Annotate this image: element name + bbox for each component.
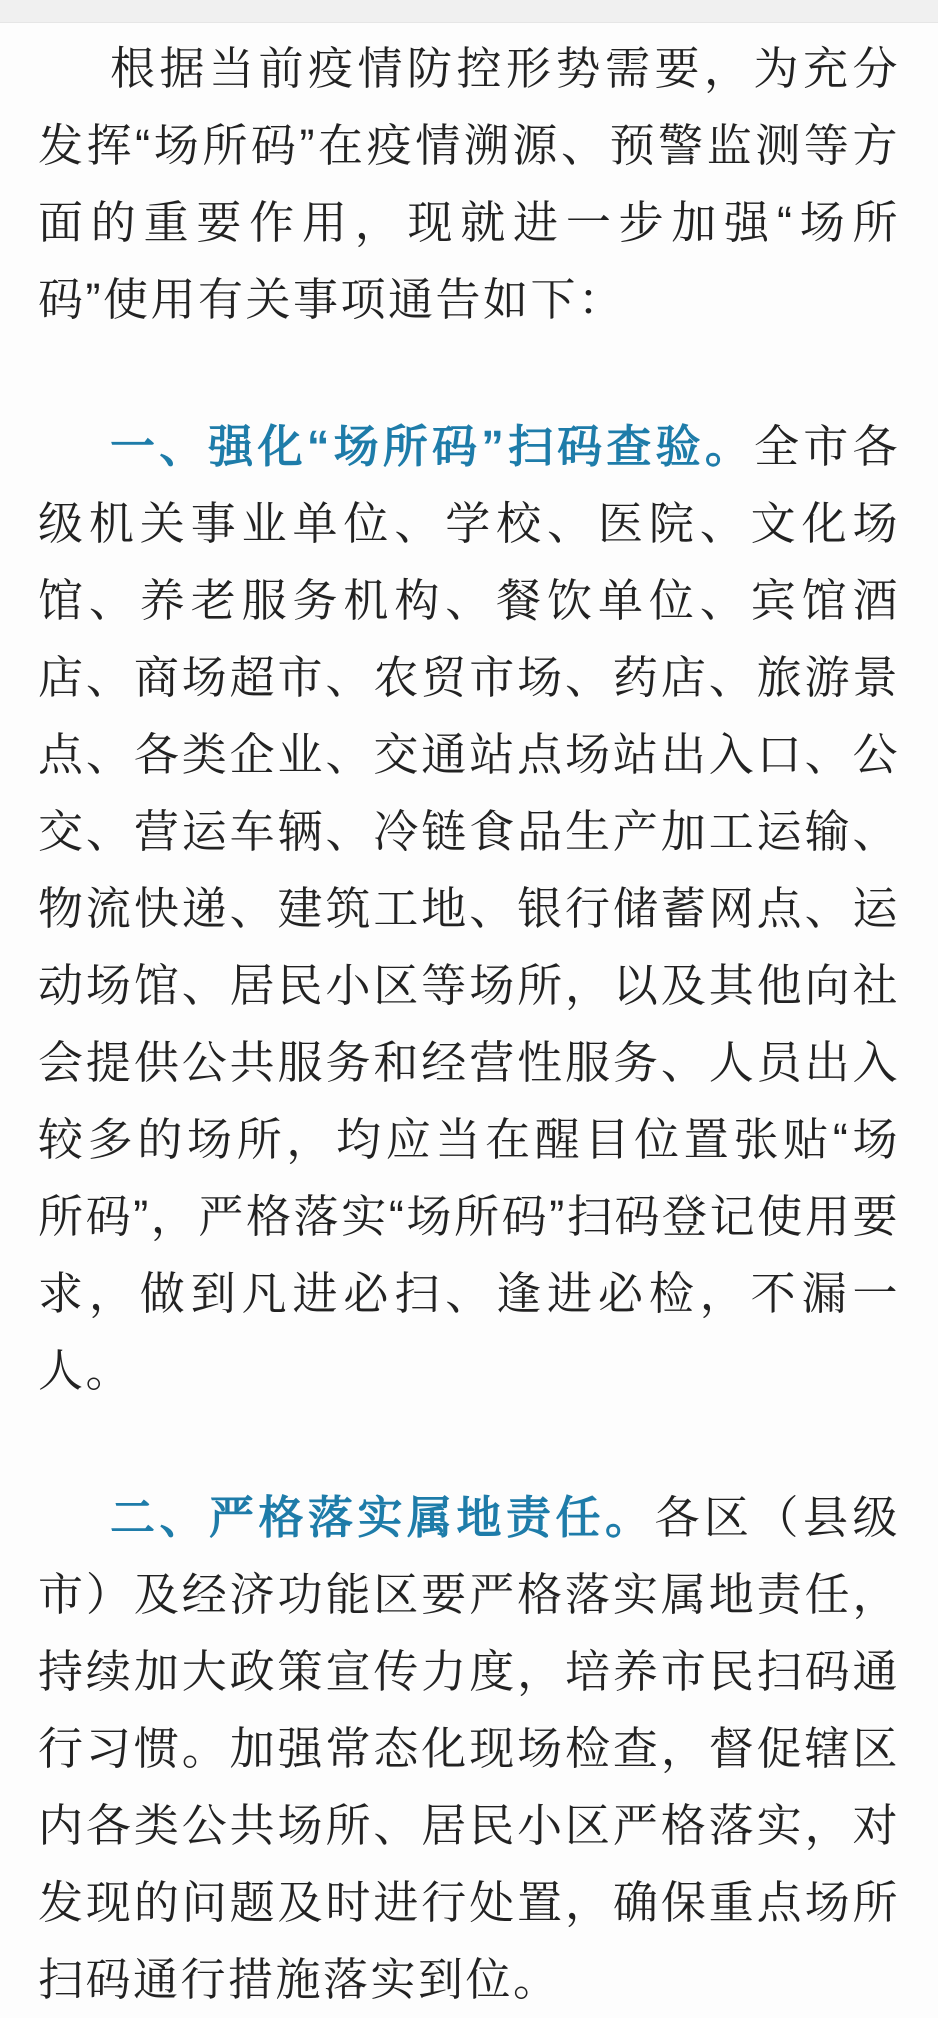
section-2-text: 各区（县级市）及经济功能区要严格落实属地责任，持续加大政策宣传力度，培养市民扫码通行习惯。加强常态化现场检查，督促辖区内各类公共场所、居民小区严格落实，对发现的问题及时进行处置，确保重点场所扫码通行措施落实到位。: [38, 1492, 900, 2005]
section-1-paragraph: [38, 408, 900, 1409]
intro-paragraph: [38, 30, 900, 338]
page-top-divider: [0, 0, 938, 23]
section-1-text: 全市各级机关事业单位、学校、医院、文化场馆、养老服务机构、餐饮单位、宾馆酒店、商场超市、农贸市场、药店、旅游景点、各类企业、交通站点场站出入口、公交、营运车辆、冷链食品生产加工运输、物流快递、建筑工地、银行储蓄网点、运动场馆、居民小区等场所，以及其他向社会提供公共服务和经营性服务、人员出入较多的场所，均应当在醒目位置张贴“场所码”，严格落实“场所码”扫码登记使用要求，做到凡进必扫、逢进必检，不漏一人。: [38, 421, 900, 1396]
section-2-heading: 二、严格落实属地责任。: [110, 1492, 655, 1543]
section-2-paragraph: [38, 1479, 900, 2018]
section-1-heading: 一、强化“场所码”扫码查验。: [110, 421, 755, 472]
notice-article: [0, 23, 938, 2018]
intro-paragraph-text: 根据当前疫情防控形势需要，为充分发挥“场所码”在疫情溯源、预警监测等方面的重要作用，现就进一步加强“场所码”使用有关事项通告如下：: [38, 43, 900, 325]
